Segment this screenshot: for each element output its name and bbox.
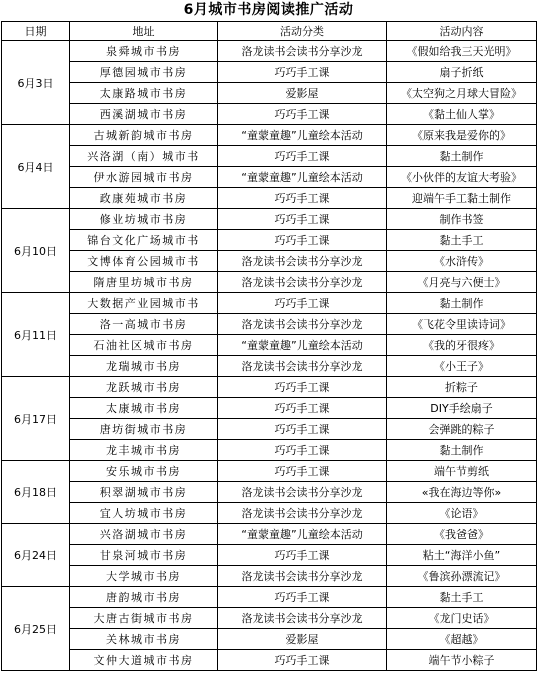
table-body	[2, 41, 537, 671]
category-cell: 巧巧手工课	[218, 419, 387, 440]
category-cell: 巧巧手工课	[218, 146, 387, 167]
address-cell: 锦台文化广场城市书	[70, 230, 218, 251]
table-row	[2, 146, 537, 167]
table-row	[2, 545, 537, 566]
category-cell: 巧巧手工课	[218, 209, 387, 230]
content-cell: 黏土制作	[387, 440, 537, 461]
header-category: 活动分类	[218, 22, 387, 41]
address-cell: 古城新韵城市书房	[70, 125, 218, 146]
category-cell: 洛龙读书会读书分享沙龙	[218, 566, 387, 587]
date-cell: 6月18日	[2, 461, 70, 524]
table-row	[2, 377, 537, 398]
content-cell: 端午节剪纸	[387, 461, 537, 482]
content-cell: 《黏土仙人掌》	[387, 104, 537, 125]
address-cell: 唐韵城市书房	[70, 587, 218, 608]
content-cell: 《鲁滨孙漂流记》	[387, 566, 537, 587]
table-row	[2, 398, 537, 419]
table-row	[2, 62, 537, 83]
category-cell: 洛龙读书会读书分享沙龙	[218, 503, 387, 524]
table-row	[2, 356, 537, 377]
content-cell: 《超越》	[387, 629, 537, 650]
category-cell: 巧巧手工课	[218, 188, 387, 209]
header-row	[2, 22, 537, 41]
category-cell: 巧巧手工课	[218, 230, 387, 251]
address-cell: 龙跃城市书房	[70, 377, 218, 398]
address-cell: 伊水游园城市书房	[70, 167, 218, 188]
address-cell: 政康苑城市书房	[70, 188, 218, 209]
table-row	[2, 566, 537, 587]
date-cell: 6月10日	[2, 209, 70, 293]
content-cell: 《假如给我三天光明》	[387, 41, 537, 62]
content-cell: 制作书签	[387, 209, 537, 230]
sheet-title: 6月城市书房阅读推广活动	[183, 2, 354, 18]
table-row	[2, 125, 537, 146]
address-cell: 关林城市书房	[70, 629, 218, 650]
activity-table	[1, 21, 537, 671]
table-row	[2, 188, 537, 209]
category-cell: 洛龙读书会读书分享沙龙	[218, 608, 387, 629]
table-row	[2, 608, 537, 629]
header-date: 日期	[2, 22, 70, 41]
content-cell: 黏土制作	[387, 146, 537, 167]
category-cell: 巧巧手工课	[218, 62, 387, 83]
address-cell: 大数据产业园城市书	[70, 293, 218, 314]
address-cell: 太康城市书房	[70, 398, 218, 419]
category-cell: 巧巧手工课	[218, 545, 387, 566]
table-row	[2, 209, 537, 230]
address-cell: 隋唐里坊城市书房	[70, 272, 218, 293]
table-row	[2, 230, 537, 251]
category-cell: 洛龙读书会读书分享沙龙	[218, 314, 387, 335]
table-row	[2, 461, 537, 482]
content-cell: 黏土手工	[387, 230, 537, 251]
address-cell: 石油社区城市书房	[70, 335, 218, 356]
address-cell: 甘泉河城市书房	[70, 545, 218, 566]
activity-sheet	[1, 0, 536, 671]
address-cell: 西溪湖城市书房	[70, 104, 218, 125]
table-row	[2, 293, 537, 314]
category-cell: 巧巧手工课	[218, 398, 387, 419]
address-cell: 修业坊城市书房	[70, 209, 218, 230]
content-cell: 《原来我是爱你的》	[387, 125, 537, 146]
category-cell: 巧巧手工课	[218, 650, 387, 671]
category-cell: 洛龙读书会读书分享沙龙	[218, 356, 387, 377]
table-row	[2, 83, 537, 104]
content-cell: 折粽子	[387, 377, 537, 398]
address-cell: 大唐古街城市书房	[70, 608, 218, 629]
content-cell: 迎端午手工黏土制作	[387, 188, 537, 209]
content-cell: 《论语》	[387, 503, 537, 524]
table-row	[2, 482, 537, 503]
address-cell: 文博体育公园城市书	[70, 251, 218, 272]
content-cell: 黏土手工	[387, 587, 537, 608]
content-cell: 《水浒传》	[387, 251, 537, 272]
content-cell: 《小伙伴的友谊大考验》	[387, 167, 537, 188]
table-row	[2, 629, 537, 650]
address-cell: 安乐城市书房	[70, 461, 218, 482]
table-row	[2, 41, 537, 62]
address-cell: 太康路城市书房	[70, 83, 218, 104]
category-cell: “童蒙童趣”儿童绘本活动	[218, 125, 387, 146]
address-cell: 泉舜城市书房	[70, 41, 218, 62]
table-row	[2, 503, 537, 524]
address-cell: 积翠湖城市书房	[70, 482, 218, 503]
address-cell: 洛一高城市书房	[70, 314, 218, 335]
address-cell: 厚德园城市书房	[70, 62, 218, 83]
date-cell: 6月4日	[2, 125, 70, 209]
date-cell: 6月17日	[2, 377, 70, 461]
table-row	[2, 251, 537, 272]
table-row	[2, 419, 537, 440]
table-row	[2, 272, 537, 293]
content-cell: 《龙门史话》	[387, 608, 537, 629]
content-cell: 《飞花令里读诗词》	[387, 314, 537, 335]
category-cell: 洛龙读书会读书分享沙龙	[218, 251, 387, 272]
date-cell: 6月24日	[2, 524, 70, 587]
address-cell: 宜人坊城市书房	[70, 503, 218, 524]
header-content: 活动内容	[387, 22, 537, 41]
table-row	[2, 440, 537, 461]
content-cell: 端午节小粽子	[387, 650, 537, 671]
content-cell: 《我爸爸》	[387, 524, 537, 545]
date-cell: 6月3日	[2, 41, 70, 125]
category-cell: “童蒙童趣”儿童绘本活动	[218, 524, 387, 545]
address-cell: 兴洛湖城市书房	[70, 524, 218, 545]
category-cell: 巧巧手工课	[218, 104, 387, 125]
table-row	[2, 314, 537, 335]
category-cell: “童蒙童趣”儿童绘本活动	[218, 167, 387, 188]
address-cell: 兴洛湖（南）城市书	[70, 146, 218, 167]
category-cell: 爱影屋	[218, 83, 387, 104]
table-row	[2, 587, 537, 608]
content-cell: 会弹跳的粽子	[387, 419, 537, 440]
header-address: 地址	[70, 22, 218, 41]
content-cell: 《我的牙很疼》	[387, 335, 537, 356]
category-cell: 巧巧手工课	[218, 293, 387, 314]
table-row	[2, 650, 537, 671]
category-cell: “童蒙童趣”儿童绘本活动	[218, 335, 387, 356]
content-cell: 《太空狗之月球大冒险》	[387, 83, 537, 104]
content-cell: 《小王子》	[387, 356, 537, 377]
address-cell: 文仲大道城市书房	[70, 650, 218, 671]
content-cell: «我在海边等你»	[387, 482, 537, 503]
address-cell: 大学城市书房	[70, 566, 218, 587]
table-row	[2, 524, 537, 545]
category-cell: 洛龙读书会读书分享沙龙	[218, 482, 387, 503]
category-cell: 巧巧手工课	[218, 440, 387, 461]
address-cell: 龙丰城市书房	[70, 440, 218, 461]
category-cell: 爱影屋	[218, 629, 387, 650]
address-cell: 唐坊街城市书房	[70, 419, 218, 440]
table-row	[2, 167, 537, 188]
category-cell: 巧巧手工课	[218, 377, 387, 398]
content-cell: 黏土制作	[387, 293, 537, 314]
content-cell: 《月亮与六便士》	[387, 272, 537, 293]
table-row	[2, 335, 537, 356]
category-cell: 巧巧手工课	[218, 461, 387, 482]
category-cell: 巧巧手工课	[218, 587, 387, 608]
category-cell: 洛龙读书会读书分享沙龙	[218, 272, 387, 293]
table-row	[2, 104, 537, 125]
content-cell: 扇子折纸	[387, 62, 537, 83]
category-cell: 洛龙读书会读书分享沙龙	[218, 41, 387, 62]
date-cell: 6月11日	[2, 293, 70, 377]
date-cell: 6月25日	[2, 587, 70, 671]
content-cell: DIY手绘扇子	[387, 398, 537, 419]
content-cell: 粘土“海洋小鱼”	[387, 545, 537, 566]
address-cell: 龙瑞城市书房	[70, 356, 218, 377]
